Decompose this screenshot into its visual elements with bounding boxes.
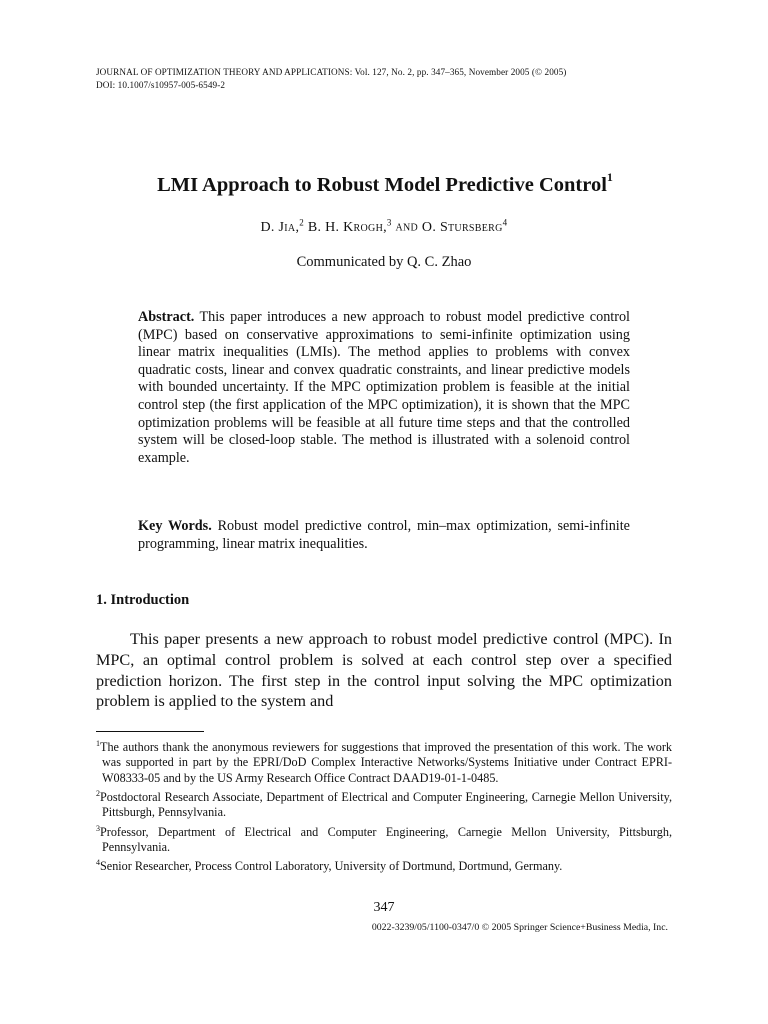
- author-2: B. H. Krogh,$^3$: [307, 217, 392, 235]
- keywords: [138, 518, 630, 553]
- author-conjunction: and: [395, 219, 419, 235]
- footnote: $^1$The authors thank the anonymous reviewers for suggestions that improved the presentation of this work. The work was supported in part by the EPRI/DoD Complex Interactive Networks/Systems Initiative under Contract EPRI-W08333-05 and by the US Army Research Office Contract DAAD19-01-1-0485.: [96, 739, 672, 785]
- keywords-label: Key Words.: [138, 518, 212, 534]
- footnote: $^4$Senior Researcher, Process Control Laboratory, University of Dortmund, Dortmund, Germany.: [96, 858, 563, 874]
- abstract-text: This paper introduces a new approach to robust model predictive control (MPC) based on conservative approximations to semi-infinite optimization using linear matrix inequalities (LMIs). The method applies to problems with convex quadratic costs, linear and convex quadratic constraints, and linear predictive models with bounded uncertainty. If the MPC optimization problem is feasible at the initial control step (the first application of the MPC optimization), it is shown that the MPC optimization problems will be feasible at all future time steps and that the controlled system will be closed-loop stable. The method is illustrated with a solenoid control example.: [138, 309, 630, 466]
- page-number: 347: [373, 900, 395, 915]
- paper-title: [60, 172, 710, 197]
- journal-citation-line: [96, 66, 676, 79]
- section-heading: 1. Introduction: [96, 592, 190, 608]
- journal-header: [96, 66, 676, 92]
- title-footnote-mark: 1: [606, 170, 613, 184]
- copyright-line: 0022-3239/05/1100-0347/0 © 2005 Springer Science+Business Media, Inc.: [371, 922, 668, 933]
- author-1: D. Jia,$^2$: [260, 217, 305, 235]
- keywords-text: Robust model predictive control, min–max optimization, semi-infinite programming, linear matrix inequalities.: [138, 518, 630, 552]
- footnotes: [96, 736, 672, 875]
- footnote-divider: [96, 731, 204, 732]
- abstract: [138, 309, 630, 467]
- author-3: O. Stursberg$^4$: [421, 217, 508, 235]
- journal-citation: Vol. 127, No. 2, pp. 347–365, November 2005 (© 2005): [354, 67, 567, 77]
- journal-name: JOURNAL OF OPTIMIZATION THEORY AND APPLICATIONS:: [96, 67, 353, 77]
- communicated-by: Communicated by Q. C. Zhao: [296, 254, 472, 270]
- author-list: [96, 217, 672, 236]
- doi: DOI: 10.1007/s10957-005-6549-2: [96, 80, 226, 90]
- abstract-label: Abstract.: [138, 309, 195, 325]
- intro-paragraph: This paper presents a new approach to robust model predictive control (MPC). In MPC, an optimal control problem is solved at each control step over a specified prediction horizon. The first step in the control input solving the MPC optimization problem is applied to the system and: [96, 630, 672, 711]
- paper-title-text: LMI Approach to Robust Model Predictive Control: [157, 173, 607, 196]
- footnote: $^2$Postdoctoral Research Associate, Department of Electrical and Computer Engineering, Carnegie Mellon University, Pittsburgh, Pennsylvania.: [96, 788, 672, 820]
- footnote: $^3$Professor, Department of Electrical and Computer Engineering, Carnegie Mellon University, Pittsburgh, Pennsylvania.: [96, 823, 672, 854]
